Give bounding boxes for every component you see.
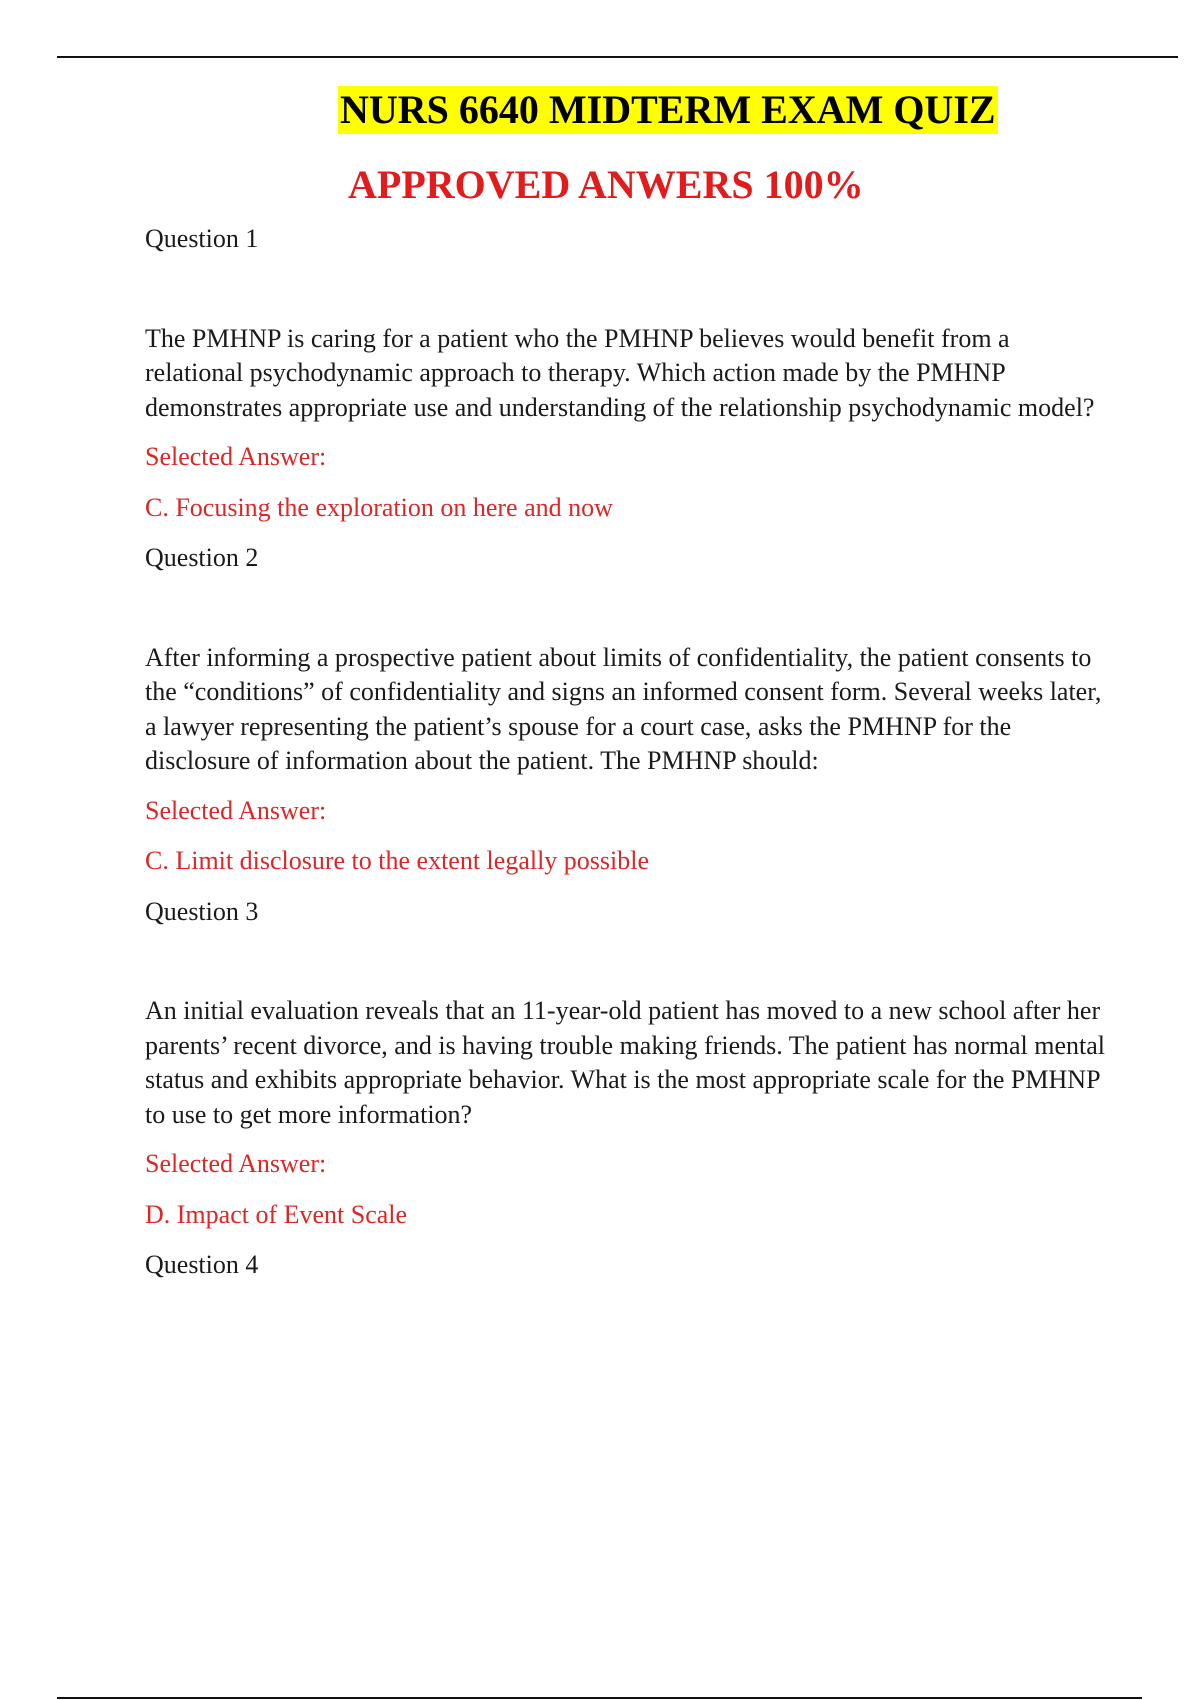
selected-answer-label: Selected Answer: — [145, 442, 327, 471]
question-text: An initial evaluation reveals that an 11-year-old patient has moved to a new school after her parents’ recent divorce, and is having trouble making friends. The patient has normal mental status and exhibits appropriate behavior. What is the most appropriate scale for the PMHNP to use to get more information? — [145, 996, 1106, 1129]
question-text: The PMHNP is caring for a patient who the PMHNP believes would benefit from a relational psychodynamic approach to therapy. Which action made by the PMHNP demonstrates appropriate use and understanding of the relationship psychodynamic model? — [145, 323, 1095, 422]
exam-title: NURS 6640 MIDTERM EXAM QUIZ — [340, 87, 996, 132]
selected-answer: C. Focusing the exploration on here and now — [145, 492, 613, 522]
question-text: After informing a prospective patient about limits of confidentiality, the patient consents to the “conditions” of confidentiality and signs an informed consent form. Several weeks later, a lawyer representing the patient’s spouse for a court case, asks the PMHNP for the disclosure of information about the patient. The PMHNP should: — [145, 642, 1102, 775]
question-block-2 — [145, 541, 1105, 879]
question-heading: Question 4 — [145, 1250, 259, 1279]
bottom-divider — [57, 1697, 1142, 1699]
question-block-3 — [145, 895, 1105, 1233]
selected-answer-label: Selected Answer: — [145, 795, 327, 825]
question-heading: Question 3 — [145, 896, 259, 926]
question-list — [145, 222, 1105, 1283]
selected-answer: C. Limit disclosure to the extent legally possible — [145, 846, 650, 875]
exam-subtitle: APPROVED ANWERS 100% — [348, 162, 864, 207]
question-block-4 — [145, 1248, 1105, 1283]
selected-answer-label: Selected Answer: — [145, 1149, 327, 1178]
question-heading: Question 1 — [145, 224, 259, 253]
question-heading: Question 2 — [145, 543, 259, 572]
question-block-1 — [145, 222, 1105, 525]
top-divider — [57, 56, 1178, 58]
selected-answer: D. Impact of Event Scale — [145, 1199, 408, 1229]
